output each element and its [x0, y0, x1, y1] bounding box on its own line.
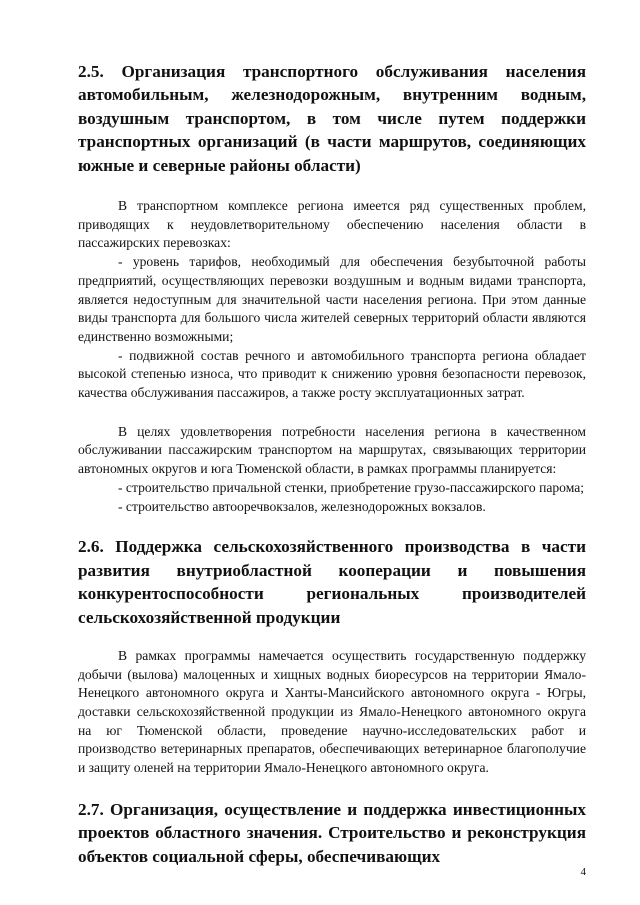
section-2-5-item-2: - подвижной состав речного и автомобильного транспорта региона обладает высокой степенью износа, что приводит к снижению уровня безопасности перевозок, качества обслуживания пассажиров, а также росту эксплуатационных затрат. — [78, 347, 586, 401]
section-2-7-heading: 2.7. Организация, осуществление и поддержка инвестиционных проектов областного значения. Строительство и реконструкция объектов социальной сферы, обеспечивающих — [78, 799, 586, 866]
section-2-5-plan-item-2: - строительство автоoречвокзалов, железнодорожных вокзалов. — [118, 498, 486, 514]
page-content — [78, 60, 586, 868]
section-2-5-item-1: - уровень тарифов, необходимый для обеспечения безубыточной работы предприятий, осуществляющих перевозки воздушным и водным видами транспорта, является недоступным для значительной части населения региона. При этом данные виды транспорта для большого числа жителей северных территорий области являются единственно возможными; — [78, 254, 586, 344]
section-2-6-heading: 2.6. Поддержка сельскохозяйственного производства в части развития внутриобластной кооперации и повышения конкурентоспособности региональных производителей сельскохозяйственной продукции — [78, 537, 586, 627]
section-2-5-intro-2: В целях удовлетворения потребности населения региона в качественном обслуживании пассажирским транспортом на маршрутах, связывающих территории автономных округов и юга Тюменской области, в рамках программы планируется: — [78, 423, 586, 477]
section-2-6-body: В рамках программы намечается осуществить государственную поддержку добычи (вылова) малоценных и хищных водных биоресурсов на территории Ямало-Ненецкого автономного округа и Ханты-Мансийского автономного округа - Югры, доставки сельскохозяйственной продукции из Ямало-Ненецкого автономного округа на юг Тюменской области, проведение научно-исследовательских работ и производство ветеринарных препаратов, обеспечивающих ветеринарное благополучие и защиту оленей на территории Ямало-Ненецкого автономного округа. — [78, 647, 586, 776]
section-2-5-heading: 2.5. Организация транспортного обслуживания населения автомобильным, железнодорожным, внутренним водным, воздушным транспортом, в том числе путем поддержки транспортных организаций (в части маршрутов, соединяющих южные и северные районы области) — [78, 62, 586, 175]
section-2-5-intro: В транспортном комплексе региона имеется ряд существенных проблем, приводящих к неудовлетворительному обеспечению населения области в пассажирских перевозках: — [78, 198, 586, 251]
section-2-5-plan-item-1: - строительство причальной стенки, приобретение грузо-пассажирского парома; — [118, 479, 585, 495]
page-number: 4 — [580, 866, 586, 878]
